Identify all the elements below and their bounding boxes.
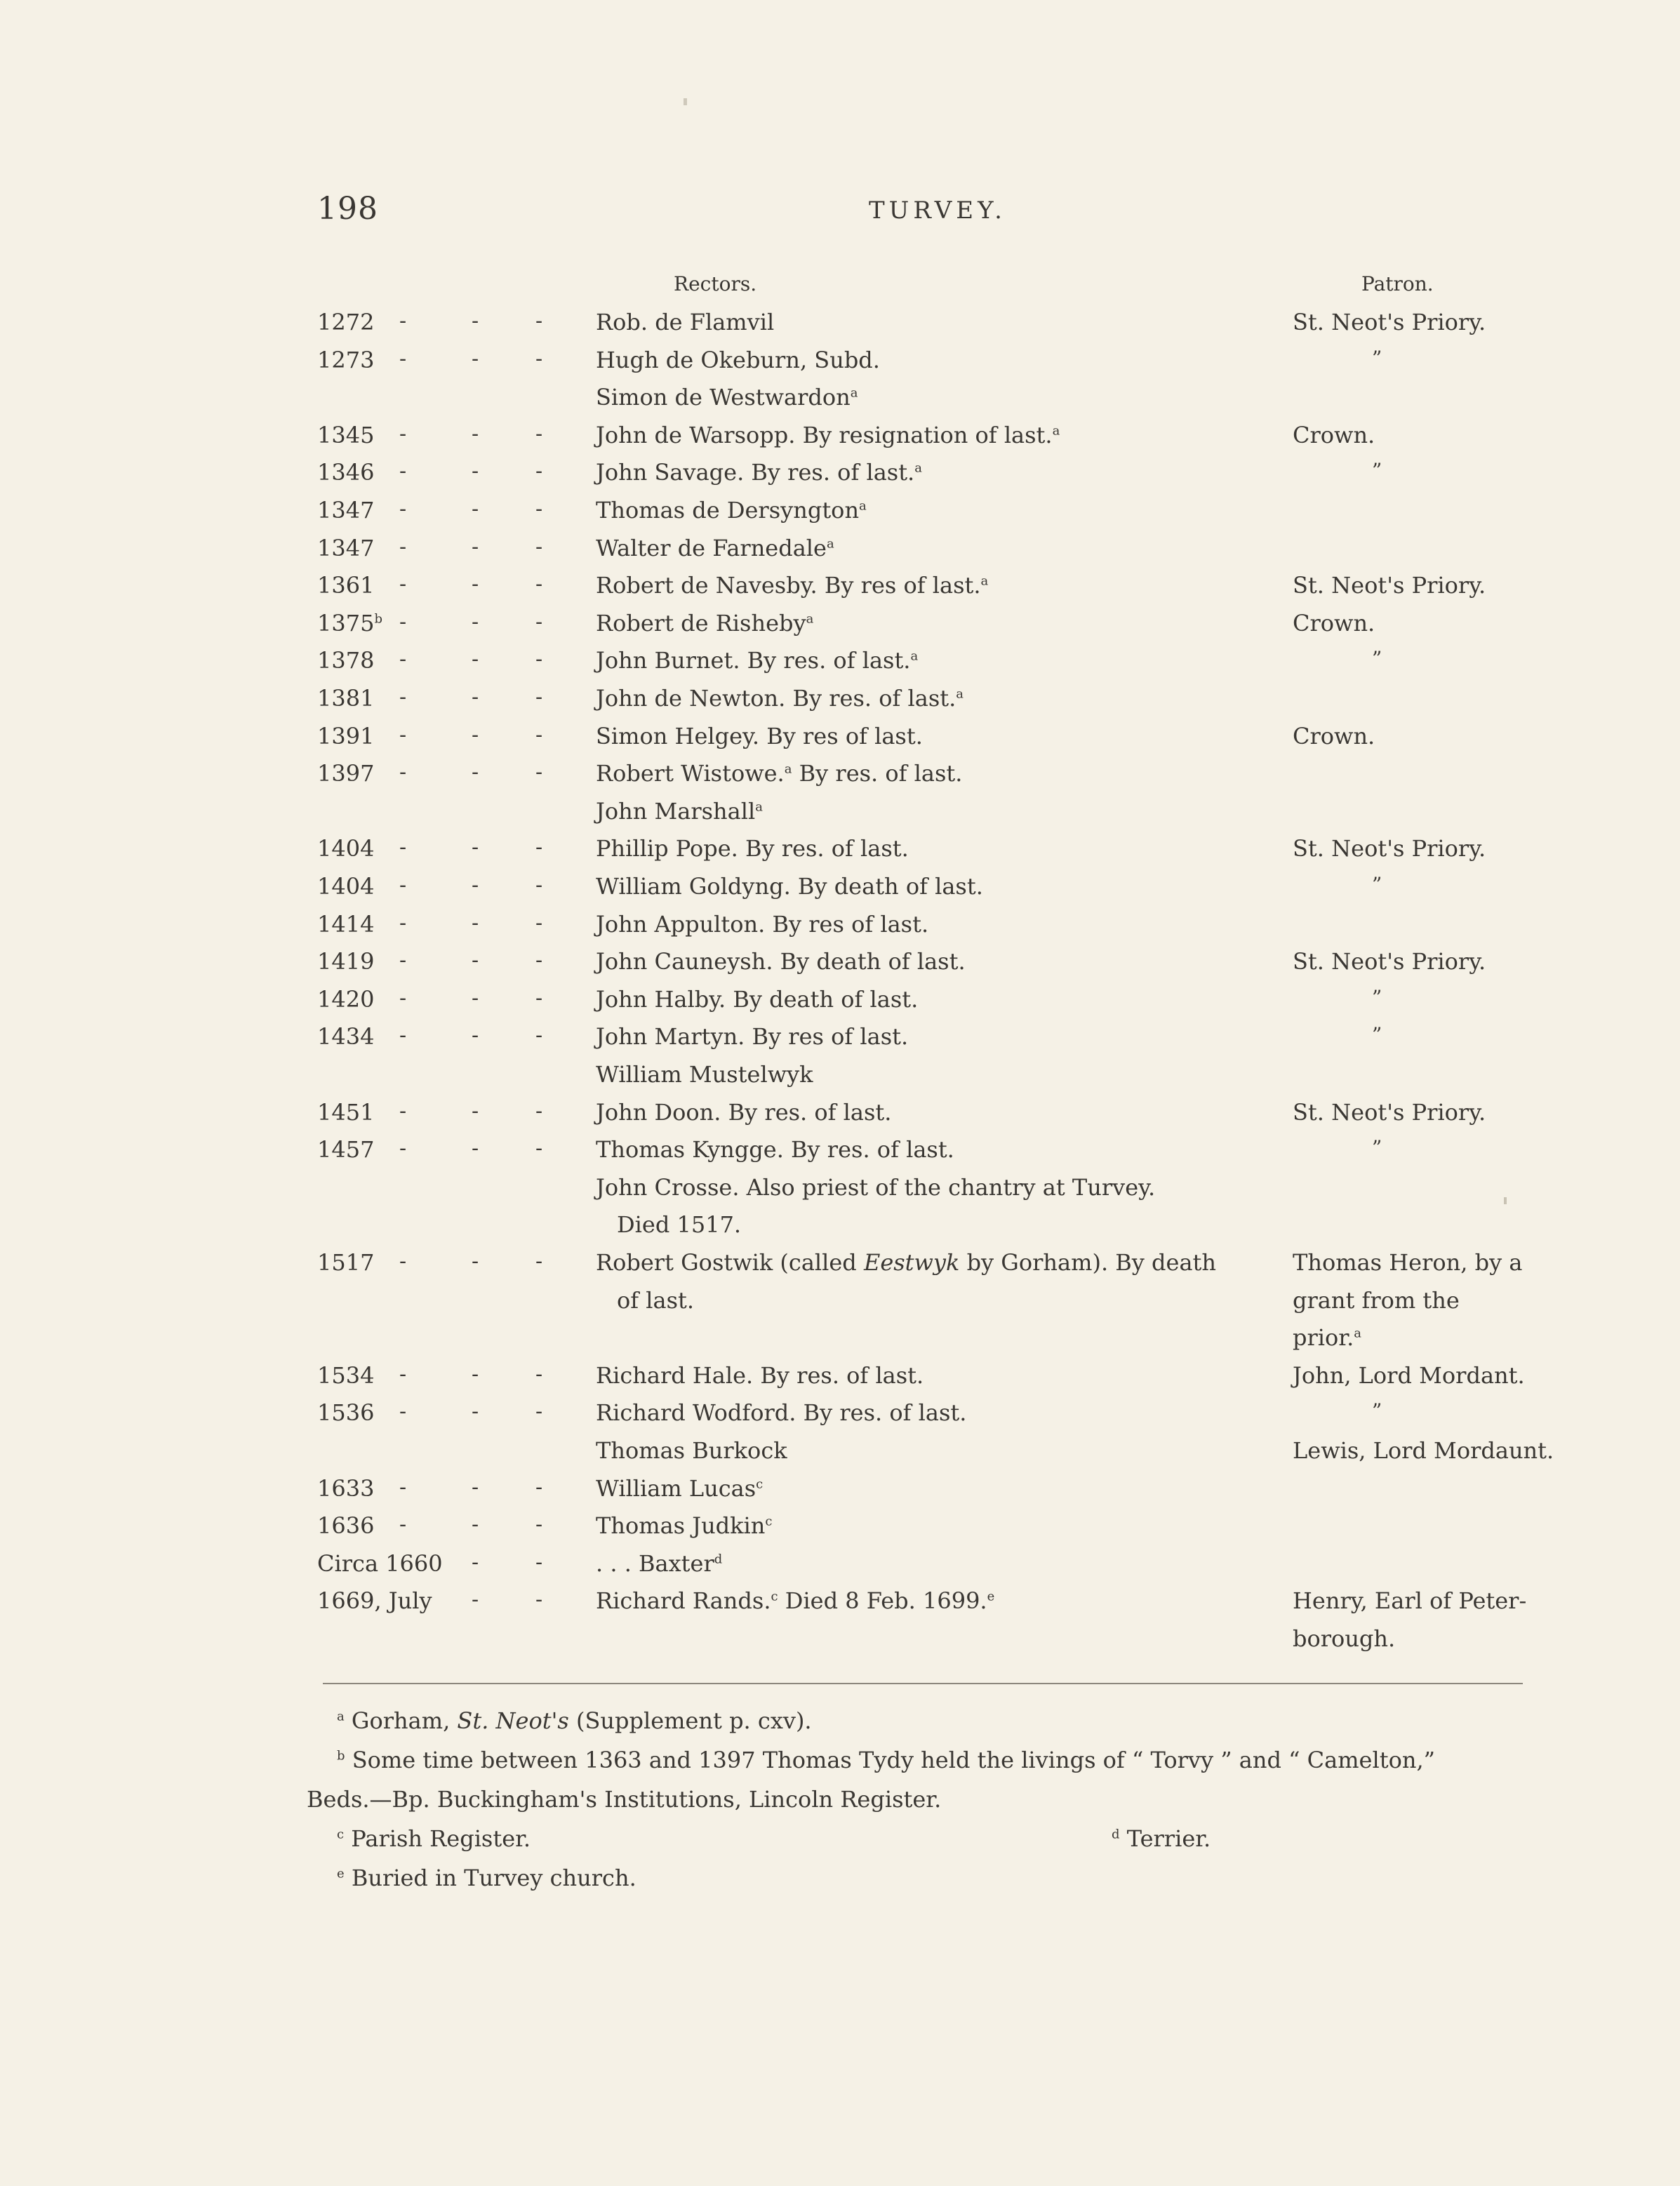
patron-ditto-mark: ” (1372, 347, 1382, 370)
leader-dash: - (535, 535, 543, 559)
rector-entry: Simon Helgey. By res of last. (596, 723, 923, 749)
leader-dash: - (472, 309, 479, 333)
patron-entry: St. Neot's Priory. (1293, 572, 1486, 599)
table-row (0, 1399, 1680, 1437)
rector-entry: Thomas Judkin$^c$ (596, 1512, 773, 1539)
table-row (0, 1023, 1680, 1061)
leader-dash: - (535, 1512, 543, 1537)
row-date: 1375$^b$ (317, 610, 382, 637)
leader-dash: - (535, 873, 543, 898)
table-row (0, 1136, 1680, 1174)
leader-dash: - (472, 572, 479, 597)
leader-dash: - (535, 1550, 543, 1575)
patron-ditto-mark: ” (1372, 1136, 1382, 1159)
leader-dash: - (535, 723, 543, 747)
table-row (0, 835, 1680, 873)
leader-dash: - (399, 309, 407, 333)
table-row (0, 1512, 1680, 1550)
leader-dash: - (472, 422, 479, 446)
patron-ditto-mark: ” (1372, 986, 1382, 1009)
leader-dash: - (472, 610, 479, 634)
patron-entry: Crown. (1293, 610, 1375, 637)
patron-entry: St. Neot's Priory. (1293, 835, 1486, 862)
table-row (0, 1362, 1680, 1400)
leader-dash: - (399, 1475, 407, 1500)
patron-entry: Thomas Heron, by a (1293, 1249, 1523, 1276)
rector-entry: Richard Rands.$^c$ Died 8 Feb. 1699.$^e$ (596, 1587, 995, 1614)
leader-dash: - (535, 647, 543, 672)
rector-entry-continued: of last. (617, 1287, 695, 1314)
leader-dash: - (535, 309, 543, 333)
leader-dash: - (472, 647, 479, 672)
table-row (0, 309, 1680, 347)
leader-dash: - (472, 1399, 479, 1424)
leader-dash: - (399, 422, 407, 446)
leader-dash: - (399, 760, 407, 785)
leader-dash: - (399, 723, 407, 747)
row-date: 1517 (317, 1249, 375, 1276)
rector-entry: John de Warsopp. By resignation of last.$^a$ (596, 422, 1060, 448)
rector-entry: . . . Baxter$^d$ (596, 1550, 723, 1577)
leader-dash: - (535, 1362, 543, 1387)
footnote-e: $^e$ Buried in Turvey church. (337, 1865, 636, 1891)
leader-dash: - (535, 1475, 543, 1500)
leader-dash: - (399, 1099, 407, 1124)
patron-ditto-mark: ” (1372, 1023, 1382, 1046)
patron-entry: prior.$^a$ (1293, 1324, 1361, 1351)
row-date: 1457 (317, 1136, 375, 1163)
patron-entry: John, Lord Mordant. (1293, 1362, 1525, 1389)
patron-entry: Lewis, Lord Mordaunt. (1293, 1437, 1554, 1464)
rector-entry: Walter de Farnedale$^a$ (596, 535, 834, 561)
leader-dash: - (535, 760, 543, 785)
rector-entry: William Lucas$^c$ (596, 1475, 764, 1502)
rector-entry: Rob. de Flamvil (596, 309, 775, 335)
rector-entry: John Appulton. By res of last. (596, 911, 929, 938)
table-row (0, 1437, 1680, 1475)
leader-dash: - (399, 497, 407, 521)
row-date: Circa 1660 (317, 1550, 443, 1577)
row-date: 1361 (317, 572, 375, 599)
row-date: 1345 (317, 422, 375, 448)
patron-entry: St. Neot's Priory. (1293, 1099, 1486, 1126)
table-row (0, 1625, 1680, 1663)
row-date: 1633 (317, 1475, 375, 1502)
table-row (0, 798, 1680, 836)
table-row (0, 1249, 1680, 1287)
leader-dash: - (535, 1023, 543, 1048)
table-row (0, 685, 1680, 723)
leader-dash: - (535, 422, 543, 446)
leader-dash: - (399, 1249, 407, 1274)
row-date: 1397 (317, 760, 375, 787)
leader-dash: - (399, 1512, 407, 1537)
leader-dash: - (472, 1475, 479, 1500)
row-date: 1346 (317, 459, 375, 486)
row-date: 1347 (317, 535, 375, 561)
rector-entry: Thomas Kyngge. By res. of last. (596, 1136, 954, 1163)
row-date: 1272 (317, 309, 375, 335)
leader-dash: - (472, 948, 479, 973)
row-date: 1536 (317, 1399, 375, 1426)
leader-dash: - (399, 459, 407, 484)
rector-entry: John Savage. By res. of last.$^a$ (596, 459, 922, 486)
table-row (0, 723, 1680, 761)
table-row (0, 1061, 1680, 1099)
leader-dash: - (399, 610, 407, 634)
column-heading-rectors: Rectors. (674, 272, 757, 295)
leader-dash: - (472, 459, 479, 484)
leader-dash: - (399, 1399, 407, 1424)
row-date: 1434 (317, 1023, 375, 1050)
leader-dash: - (472, 1136, 479, 1161)
rector-entry: John Doon. By res. of last. (596, 1099, 892, 1126)
leader-dash: - (472, 911, 479, 935)
table-row (0, 497, 1680, 535)
leader-dash: - (535, 1249, 543, 1274)
row-date: 1378 (317, 647, 375, 674)
leader-dash: - (535, 948, 543, 973)
table-row (0, 459, 1680, 497)
table-row (0, 1587, 1680, 1625)
leader-dash: - (535, 347, 543, 371)
rector-entry: Thomas de Dersyngton$^a$ (596, 497, 867, 524)
leader-dash: - (399, 873, 407, 898)
leader-dash: - (535, 835, 543, 860)
print-speck (1504, 1197, 1507, 1204)
row-date: 1420 (317, 986, 375, 1013)
rector-entry: John Crosse. Also priest of the chantry at Turvey. (596, 1174, 1156, 1201)
table-row (0, 422, 1680, 460)
rector-entry: Thomas Burkock (596, 1437, 787, 1464)
leader-dash: - (399, 1023, 407, 1048)
leader-dash: - (535, 685, 543, 709)
row-date: 1414 (317, 911, 375, 938)
leader-dash: - (535, 911, 543, 935)
leader-dash: - (472, 1512, 479, 1537)
leader-dash: - (472, 1023, 479, 1048)
page-number: 198 (317, 191, 378, 227)
leader-dash: - (472, 1099, 479, 1124)
table-row (0, 1287, 1680, 1325)
leader-dash: - (399, 835, 407, 860)
table-row (0, 1211, 1680, 1249)
leader-dash: - (472, 497, 479, 521)
table-row (0, 873, 1680, 911)
table-row (0, 610, 1680, 648)
footnote-b-continued: Beds.—Bp. Buckingham's Institutions, Lincoln Register. (307, 1786, 942, 1813)
print-speck (684, 98, 687, 105)
rector-entry: Robert de Risheby$^a$ (596, 610, 814, 637)
patron-ditto-mark: ” (1372, 459, 1382, 482)
patron-ditto-mark: ” (1372, 647, 1382, 670)
footnote-rule (323, 1683, 1523, 1684)
leader-dash: - (399, 685, 407, 709)
column-heading-patron: Patron. (1361, 272, 1434, 295)
leader-dash: - (472, 873, 479, 898)
rector-entry: William Mustelwyk (596, 1061, 813, 1088)
table-row (0, 1099, 1680, 1137)
row-date: 1534 (317, 1362, 375, 1389)
footnote-b: $^b$ Some time between 1363 and 1397 Thomas Tydy held the livings of “ Torvy ” and “ Camelton,” (337, 1747, 1435, 1773)
table-row (0, 1475, 1680, 1513)
patron-entry: St. Neot's Priory. (1293, 309, 1486, 335)
rector-entry: Robert Gostwik (called Eestwyk by Gorham). By death (596, 1249, 1217, 1276)
row-date: 1669, July (317, 1587, 432, 1614)
leader-dash: - (472, 535, 479, 559)
leader-dash: - (472, 1249, 479, 1274)
rector-entry: John Burnet. By res. of last.$^a$ (596, 647, 919, 674)
rector-entry: Hugh de Okeburn, Subd. (596, 347, 880, 373)
footnote-a: $^a$ Gorham, St. Neot's (Supplement p. cxv). (337, 1707, 812, 1734)
rector-entry-continued: Died 1517. (617, 1211, 742, 1238)
leader-dash: - (472, 347, 479, 371)
leader-dash: - (535, 1136, 543, 1161)
table-row (0, 535, 1680, 573)
leader-dash: - (535, 1399, 543, 1424)
footnote-c: $^c$ Parish Register. (337, 1825, 531, 1852)
rector-entry: Robert de Navesby. By res of last.$^a$ (596, 572, 989, 599)
table-row (0, 760, 1680, 798)
table-row (0, 986, 1680, 1024)
leader-dash: - (472, 1550, 479, 1575)
table-row (0, 347, 1680, 385)
rector-entry: John Halby. By death of last. (596, 986, 919, 1013)
patron-entry: St. Neot's Priory. (1293, 948, 1486, 975)
leader-dash: - (535, 1587, 543, 1612)
patron-entry: Crown. (1293, 723, 1375, 749)
leader-dash: - (535, 572, 543, 597)
rector-entry: Robert Wistowe.$^a$ By res. of last. (596, 760, 963, 787)
row-date: 1419 (317, 948, 375, 975)
leader-dash: - (472, 835, 479, 860)
row-date: 1404 (317, 873, 375, 900)
rector-entry: William Goldyng. By death of last. (596, 873, 983, 900)
rector-entry: Richard Wodford. By res. of last. (596, 1399, 967, 1426)
leader-dash: - (399, 911, 407, 935)
leader-dash: - (399, 948, 407, 973)
rector-entry: Phillip Pope. By res. of last. (596, 835, 909, 862)
rector-entry: John de Newton. By res. of last.$^a$ (596, 685, 964, 712)
leader-dash: - (472, 1587, 479, 1612)
table-row (0, 911, 1680, 949)
leader-dash: - (535, 986, 543, 1011)
patron-ditto-mark: ” (1372, 1399, 1382, 1422)
table-row (0, 384, 1680, 422)
leader-dash: - (399, 986, 407, 1011)
leader-dash: - (472, 723, 479, 747)
leader-dash: - (535, 497, 543, 521)
rector-entry: John Cauneysh. By death of last. (596, 948, 966, 975)
rector-entry: John Martyn. By res of last. (596, 1023, 909, 1050)
table-row (0, 647, 1680, 685)
leader-dash: - (399, 1362, 407, 1387)
leader-dash: - (399, 647, 407, 672)
leader-dash: - (399, 572, 407, 597)
row-date: 1391 (317, 723, 375, 749)
row-date: 1636 (317, 1512, 375, 1539)
leader-dash: - (535, 459, 543, 484)
patron-ditto-mark: ” (1372, 873, 1382, 896)
table-row (0, 1174, 1680, 1212)
leader-dash: - (399, 535, 407, 559)
rector-entry: John Marshall$^a$ (596, 798, 763, 825)
row-date: 1381 (317, 685, 375, 712)
running-title: TURVEY. (869, 196, 1006, 225)
patron-entry: grant from the (1293, 1287, 1460, 1314)
table-row (0, 572, 1680, 610)
leader-dash: - (472, 1362, 479, 1387)
patron-entry: Henry, Earl of Peter- (1293, 1587, 1527, 1614)
leader-dash: - (399, 1136, 407, 1161)
table-row (0, 1550, 1680, 1588)
row-date: 1347 (317, 497, 375, 524)
leader-dash: - (472, 760, 479, 785)
rector-entry: Simon de Westwardon$^a$ (596, 384, 858, 411)
table-row (0, 1324, 1680, 1362)
leader-dash: - (535, 1099, 543, 1124)
row-date: 1273 (317, 347, 375, 373)
leader-dash: - (472, 685, 479, 709)
row-date: 1404 (317, 835, 375, 862)
rector-entry: Richard Hale. By res. of last. (596, 1362, 924, 1389)
leader-dash: - (535, 610, 543, 634)
table-row (0, 948, 1680, 986)
patron-entry: Crown. (1293, 422, 1375, 448)
patron-entry: borough. (1293, 1625, 1396, 1652)
leader-dash: - (399, 347, 407, 371)
leader-dash: - (472, 986, 479, 1011)
row-date: 1451 (317, 1099, 375, 1126)
footnote-d: $^d$ Terrier. (1112, 1825, 1211, 1852)
